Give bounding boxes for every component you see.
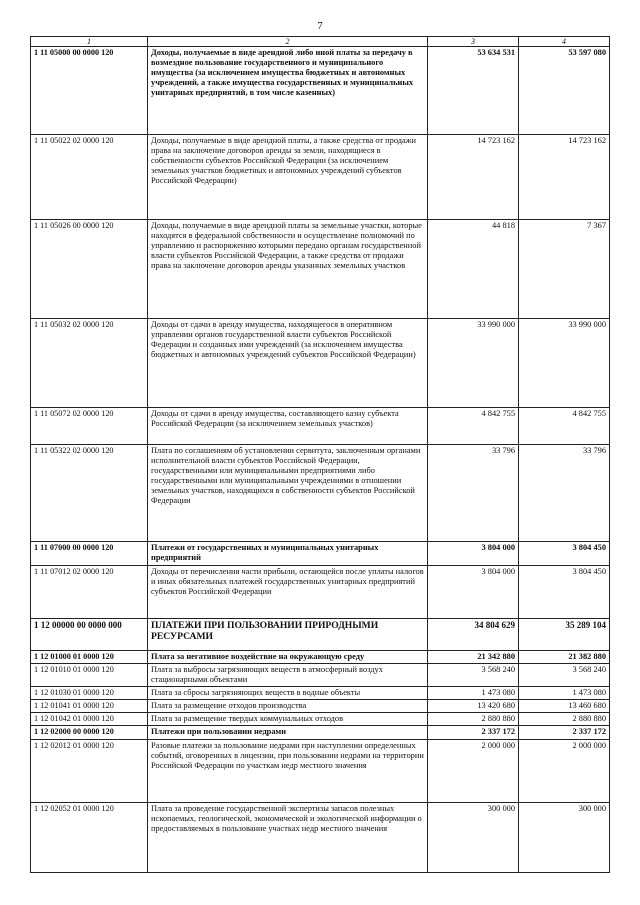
row-value-col3: 3 568 240	[428, 664, 519, 687]
row-value-col4: 3 568 240	[519, 664, 610, 687]
row-value-col3: 4 842 755	[428, 408, 519, 445]
row-code: 1 12 01000 01 0000 120	[31, 651, 148, 664]
row-value-col4: 2 337 172	[519, 726, 610, 739]
row-value-col4: 3 804 450	[519, 542, 610, 566]
row-code: 1 12 02012 01 0000 120	[31, 739, 148, 802]
row-value-col4: 14 723 162	[519, 135, 610, 220]
column-header-2: 2	[148, 37, 428, 47]
row-value-col3: 3 804 000	[428, 566, 519, 619]
row-code: 1 12 01030 01 0000 120	[31, 687, 148, 700]
row-value-col4: 21 382 880	[519, 651, 610, 664]
row-code: 1 12 02052 01 0000 120	[31, 802, 148, 872]
row-value-col4: 1 473 080	[519, 687, 610, 700]
row-value-col4: 3 804 450	[519, 566, 610, 619]
row-code: 1 11 05026 00 0000 120	[31, 220, 148, 319]
row-description: Доходы, получаемые в виде арендной платы, а также средства от продажи права на заключение договоров аренды за земли, находящиеся в собственности субъектов Российской Федерации (за исключением земельных участков бюджетных и автономных учреждений субъектов Российской Федерации)	[148, 135, 428, 220]
row-description: Доходы, получаемые в виде арендной либо иной платы за передачу в возмездное пользование государственного и муниципального имущества (за исключением имущества бюджетных и автономных учреждений, а также имущества государственных и муниципальных унитарных предприятий, в том числе казенных)	[148, 47, 428, 135]
table-row	[31, 802, 610, 872]
row-value-col3: 53 634 531	[428, 47, 519, 135]
row-value-col4: 4 842 755	[519, 408, 610, 445]
row-value-col3: 14 723 162	[428, 135, 519, 220]
row-code: 1 11 05322 02 0000 120	[31, 445, 148, 542]
row-code: 1 11 05032 02 0000 120	[31, 319, 148, 408]
row-code: 1 12 00000 00 0000 000	[31, 619, 148, 651]
row-value-col4: 35 289 104	[519, 619, 610, 651]
row-code: 1 11 07012 02 0000 120	[31, 566, 148, 619]
page-number: 7	[317, 20, 323, 32]
column-header-3: 3	[428, 37, 519, 47]
table-row	[31, 664, 610, 687]
row-value-col3: 33 796	[428, 445, 519, 542]
column-header-1: 1	[31, 37, 148, 47]
row-description: ПЛАТЕЖИ ПРИ ПОЛЬЗОВАНИИ ПРИРОДНЫМИ РЕСУРСАМИ	[148, 619, 428, 651]
row-value-col3: 44 818	[428, 220, 519, 319]
row-description: Плата по соглашениям об установлении сервитута, заключенным органами исполнительной власти субъектов Российской Федерации, государственными или муниципальными предприятиями либо государственными или муниципальными учреждениями в отношении земельных участков, находящихся в собственности субъектов Российской Федерации	[148, 445, 428, 542]
column-number-header	[31, 37, 610, 47]
row-description: Плата за негативное воздействие на окружающую среду	[148, 651, 428, 664]
table-row	[31, 220, 610, 319]
row-description: Доходы, получаемые в виде арендной платы за земельные участки, которые находятся в федеральной собственности и осуществление полномочий по управлению и распоряжению которыми передано органам государственной власти субъектов Российской Федерации, а также средства от продажи права на заключение договоров аренды указанных земельных участков	[148, 220, 428, 319]
row-value-col3: 300 000	[428, 802, 519, 872]
row-value-col3: 2 000 000	[428, 739, 519, 802]
budget-revenue-table	[30, 36, 610, 873]
table-row	[31, 566, 610, 619]
row-value-col3: 33 990 000	[428, 319, 519, 408]
row-value-col4: 13 460 680	[519, 700, 610, 713]
row-value-col3: 1 473 080	[428, 687, 519, 700]
table-row	[31, 739, 610, 802]
row-code: 1 12 02000 00 0000 120	[31, 726, 148, 739]
row-description: Плата за сбросы загрязняющих веществ в водные объекты	[148, 687, 428, 700]
row-value-col3: 2 337 172	[428, 726, 519, 739]
table-row	[31, 408, 610, 445]
row-code: 1 11 05072 02 0000 120	[31, 408, 148, 445]
row-value-col4: 33 796	[519, 445, 610, 542]
row-value-col3: 3 804 000	[428, 542, 519, 566]
table-row	[31, 135, 610, 220]
row-value-col4: 2 000 000	[519, 739, 610, 802]
column-header-4: 4	[519, 37, 610, 47]
row-value-col3: 2 880 880	[428, 713, 519, 726]
table-row	[31, 445, 610, 542]
row-value-col4: 7 367	[519, 220, 610, 319]
table-row	[31, 726, 610, 739]
row-description: Плата за проведение государственной экспертизы запасов полезных ископаемых, геологической, экономической и экологической информации о предоставляемых в пользование участках недр местного значения	[148, 802, 428, 872]
table-row	[31, 713, 610, 726]
row-value-col3: 21 342 880	[428, 651, 519, 664]
row-code: 1 12 01010 01 0000 120	[31, 664, 148, 687]
row-description: Разовые платежи за пользование недрами при наступлении определенных событий, оговоренных в лицензии, при пользовании недрами на территории Российской Федерации по участкам недр местного значения	[148, 739, 428, 802]
table-row	[31, 319, 610, 408]
row-code: 1 12 01041 01 0000 120	[31, 700, 148, 713]
row-description: Доходы от перечисления части прибыли, остающейся после уплаты налогов и иных обязательных платежей государственных унитарных предприятий субъектов Российской Федерации	[148, 566, 428, 619]
table-row	[31, 651, 610, 664]
row-description: Плата за выбросы загрязняющих веществ в атмосферный воздух стационарными объектами	[148, 664, 428, 687]
row-value-col4: 33 990 000	[519, 319, 610, 408]
row-code: 1 12 01042 01 0000 120	[31, 713, 148, 726]
row-code: 1 11 05000 00 0000 120	[31, 47, 148, 135]
row-description: Доходы от сдачи в аренду имущества, составляющего казну субъекта Российской Федерации (за исключением земельных участков)	[148, 408, 428, 445]
row-description: Плата за размещение отходов производства	[148, 700, 428, 713]
row-value-col4: 300 000	[519, 802, 610, 872]
row-value-col4: 53 597 080	[519, 47, 610, 135]
row-value-col3: 13 420 680	[428, 700, 519, 713]
row-value-col3: 34 804 629	[428, 619, 519, 651]
row-description: Плата за размещение твердых коммунальных отходов	[148, 713, 428, 726]
row-description: Платежи от государственных и муниципальных унитарных предприятий	[148, 542, 428, 566]
row-value-col4: 2 880 880	[519, 713, 610, 726]
table-row	[31, 687, 610, 700]
table-row	[31, 542, 610, 566]
table-row	[31, 619, 610, 651]
row-code: 1 11 05022 02 0000 120	[31, 135, 148, 220]
table-row	[31, 47, 610, 135]
row-description: Платежи при пользовании недрами	[148, 726, 428, 739]
row-description: Доходы от сдачи в аренду имущества, находящегося в оперативном управлении органов государственной власти субъектов Российской Федерации и созданных ими учреждений (за исключением имущества бюджетных и автономных учреждений субъектов Российской Федерации)	[148, 319, 428, 408]
table-row	[31, 700, 610, 713]
row-code: 1 11 07000 00 0000 120	[31, 542, 148, 566]
